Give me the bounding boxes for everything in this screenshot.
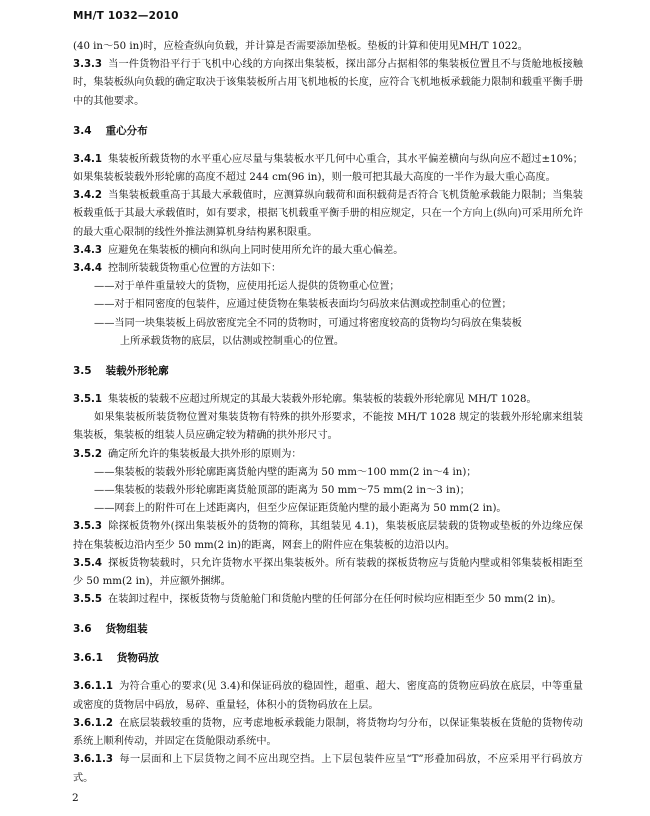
list-item: ——对于单件重量较大的货物，应使用托运人提供的货物重心位置；	[94, 281, 400, 293]
clause-number: 3.6.1.1	[73, 681, 113, 693]
clause-text: 探板货物装载时，只允许货物水平探出集装板外。所有装载的探板货物应与货舱内壁或相邻集装板相距至少 50 mm(2 in)，并应额外捆绑。	[73, 557, 583, 588]
clause-3-4-4	[73, 260, 583, 278]
section-3-6-1-heading	[73, 649, 583, 667]
clause-text: 每一层面和上下层货物之间不应出现空挡。上下层包装件应呈“T”形叠加码放，不应采用平行码放方式。	[73, 754, 583, 784]
section-number: 3.5	[73, 365, 92, 378]
section-title: 装载外形轮廓	[105, 365, 169, 378]
clause-number: 3.6.1.2	[73, 717, 113, 729]
clause-number: 3.5.5	[73, 594, 103, 606]
section-title: 重心分布	[105, 124, 148, 137]
clause-3-6-1-3	[73, 751, 583, 787]
clause-text: 当一件货物沿平行于飞机中心线的方向探出集装板，探出部分占据相邻的集装板位置且不与货舱地板接触时，集装板纵向负载的确定取决于该集装板所占用飞机地板的长度，应符合飞机地板承载能力限制和载重平衡手册中的其他要求。	[73, 59, 583, 107]
clause-number: 3.5.1	[73, 394, 103, 406]
list-item: ——集装板的装载外形轮廓距离货舱内壁的距离为 50 mm～100 mm(2 in～4 in)；	[94, 466, 477, 478]
clause-text: 当集装板载重高于其最大承载值时，应测算纵向载荷和面积载荷是否符合飞机货舱承载能力限制；当集装板载重低于其最大承载值时，如有要求，根据飞机载重平衡手册的相应规定，只在一个方向上(纵向)可采用所允许的最大重心限制的线性外推法测算机身结构累积限重。	[73, 190, 583, 238]
clause-3-4-2	[73, 187, 583, 242]
clause-number: 3.4.2	[73, 190, 103, 202]
clause-3-4-1	[73, 151, 583, 187]
clause-number: 3.4.1	[73, 153, 103, 165]
body-text	[73, 38, 583, 788]
clause-number: 3.5.3	[73, 521, 103, 533]
clause-number: 3.6.1.3	[73, 754, 113, 766]
clause-3-5-3	[73, 518, 583, 554]
section-number: 3.4	[73, 124, 92, 137]
clause-text: 集装板所载货物的水平重心应尽量与集装板水平几何中心重合，其水平偏差横向与纵向应不超过±10%；如果集装板装载外形轮廓的高度不超过 244 cm(96 in)，则一般可把其最大高度的一半作为最大重心高度。	[73, 153, 583, 184]
section-3-5-heading	[73, 362, 583, 380]
list-item: ——集装板的装载外形轮廓距离货舱顶部的距离为 50 mm～75 mm(2 in～3 in)；	[94, 485, 470, 497]
clause-number: 3.4.4	[73, 263, 103, 275]
clause-3-5-5	[73, 591, 583, 609]
list-item: ——对于相同密度的包装件，应通过使货物在集装板表面均匀码放来估测或控制重心的位置；	[94, 299, 512, 311]
section-number: 3.6	[73, 623, 92, 636]
clause-3-5-4	[73, 555, 583, 591]
page-number: 2	[72, 792, 79, 804]
clause-text: 在装卸过程中，探板货物与货舱舱门和货舱内壁的任何部分在任何时候均应相距至少 50 mm(2 in)。	[108, 594, 562, 606]
clause-text: 除探板货物外(探出集装板外的货物的简称，其组装见 4.1)，集装板底层装载的货物或垫板的外边缘应保持在集装板边沿内至少 50 mm(2 in)的距离，网套上的附件应在集装板的边沿以内。	[73, 521, 583, 551]
section-title: 货物组装	[105, 623, 148, 636]
paragraph-continuation: (40 in～50 in)时，应检查纵向负载，并计算是否需要添加垫板。垫板的计算和使用见MH/T 1022。	[73, 41, 528, 52]
list-item-continuation: 上所承载货物的底层，以估测或控制重心的位置。	[120, 335, 345, 347]
clause-number: 3.5.4	[73, 557, 103, 569]
clause-text: 在底层装载较重的货物，应考虑地板承载能力限制，将货物均匀分布，以保证集装板在货舱的货物传动系统上顺利传动，并固定在货舱限动系统中。	[73, 717, 583, 748]
paragraph: 如果集装板所装货物位置对集装货物有特殊的拱外形要求，不能按 MH/T 1028 规定的装载外形轮廓来组装集装板，集装板的组装人员应确定较为精确的拱外形尺寸。	[73, 412, 583, 442]
clause-text: 应避免在集装板的横向和纵向上同时使用所允许的最大重心偏差。	[108, 244, 404, 256]
section-3-6-heading	[73, 620, 583, 638]
clause-3-6-1-2	[73, 715, 583, 751]
list-item: ——当同一块集装板上码放密度完全不同的货物时，可通过将密度较高的货物均匀码放在集装板	[94, 317, 522, 329]
standard-number: MH/T 1032—2010	[73, 10, 179, 22]
clause-3-5-1	[73, 391, 583, 409]
clause-text: 确定所允许的集装板最大拱外形的原则为：	[108, 448, 302, 460]
section-title: 货物码放	[116, 652, 159, 665]
section-number: 3.6.1	[73, 652, 103, 665]
clause-text: 为符合重心的要求(见 3.4)和保证码放的稳固性，超重、超大、密度高的货物应码放在底层，中等重量或密度的货物居中码放，易碎、重量轻，体积小的货物码放在上层。	[73, 681, 583, 711]
section-3-4-heading	[73, 122, 583, 140]
clause-3-6-1-1	[73, 678, 583, 714]
clause-text: 集装板的装载不应超过所规定的其最大装载外形轮廓。集装板的装载外形轮廓见 MH/T 1028。	[108, 394, 537, 406]
clause-number: 3.4.3	[73, 244, 103, 256]
clause-3-5-2	[73, 446, 583, 464]
clause-3-3-3	[73, 56, 583, 111]
clause-number: 3.5.2	[73, 448, 103, 460]
clause-number: 3.3.3	[73, 59, 103, 71]
clause-3-4-3	[73, 242, 583, 260]
list-item: ——网套上的附件可在上述距离内，但至少应保证距货舱内壁的最小距离为 50 mm(2 in)。	[94, 503, 507, 515]
clause-text: 控制所装载货物重心位置的方法如下：	[108, 263, 282, 275]
